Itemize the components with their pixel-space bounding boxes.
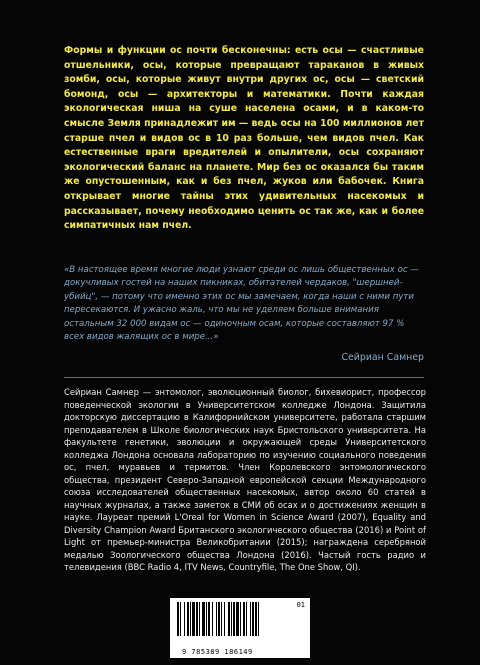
isbn-barcode — [170, 598, 310, 658]
book-blurb: Формы и функции ос почти бесконечны: есть осы — счастливые отшельники, осы, которые превращают тараканов в живых зомби, осы, которые живут внутри других ос, осы — светский бомонд, осы — архитекторы и математики. Почти каждая экологическая ниша на суше населена осами, и в каком-то смысле Земля принадлежит им — ведь осы на 100 миллионов лет старше пчел и видов ос в 10 раз больше, чем видов пчел. Как естественные враги вредителей и опылители, осы сохраняют экологический баланс на планете. Мир без ос оказался бы таким же опустошенным, как и без пчел, жуков или бабочек. Книга открывает многие тайны этих удивительных насекомых и рассказывает, почему необходимо ценить ос так же, как и более симпатичных нам пчел. — [64, 45, 424, 232]
barcode-bar — [233, 602, 235, 636]
barcode-bar — [187, 602, 189, 636]
barcode-bar — [180, 602, 181, 636]
barcode-bar — [255, 602, 257, 636]
barcode-bar — [243, 602, 245, 636]
quote-attribution: Сейриан Самнер — [341, 352, 424, 363]
barcode-bar — [192, 602, 195, 636]
barcode-bar — [231, 602, 232, 636]
barcode-bar — [250, 602, 251, 636]
barcode-bar — [202, 602, 205, 636]
barcode-bar — [221, 602, 222, 636]
barcode-bar — [190, 602, 191, 636]
section-divider — [64, 377, 424, 378]
barcode-bar — [196, 602, 198, 636]
barcode-bar — [206, 602, 207, 636]
barcode-digits: 9 785389 186149 — [182, 648, 253, 656]
barcode-bars — [176, 602, 304, 644]
barcode-bar — [224, 602, 225, 636]
author-biography: Сейриан Самнер — энтомолог, эволюционный биолог, бихевиорист, профессор поведенческой экологии в Университетском колледже Лондона. Защитила докторскую диссертацию в Калифорнийском университете, работала старшим преподавателем в Школе биологических наук Бристольского университета. На факультете генетики, эволюции и окружающей среды Университетского колледжа Лондона основала лабораторию по изучению социального поведения ос, пчел, муравьев и термитов. Член Королевского энтомологического общества, президент Северо-Западной европейской секции Международного союза исследователей общественных насекомых, автор около 60 статей в научных журналах, а также заметок в СМИ об осах и о достижениях женщин в науке. Лауреат премий L'Oreal for Women in Science Award (2007), Equality and Diversity Champion Award Британского экологического общества (2016) и Point of Light от премьер-министра Великобритании (2015); награждена серебряной медалью Зоологического общества Лондона (2016). Частый гость радио и телевидения (BBC Radio 4, ITV News, Countryfile, The One Show, QI). — [64, 387, 426, 572]
barcode-bar — [212, 602, 213, 636]
barcode-bar — [240, 602, 241, 636]
barcode-bar — [208, 602, 210, 636]
barcode-bar — [199, 602, 200, 636]
barcode-bar — [218, 602, 220, 636]
barcode-bar — [177, 602, 179, 636]
author-quote: «В настоящее время многие люди узнают среди ос лишь общественных ос — докучливых гостей на наших пикниках, обитателей чердаков, "шершней-убийц", — потому что именно этих ос мы замечаем, когда наши с ними пути пересекаются. И ужасно жаль, что мы не уделяем больше внимания остальным 32 000 видам ос — одиночным осам, которые составляют 97 % всех видов жалящих ос в мире...» — [64, 265, 419, 343]
barcode-bar — [216, 602, 217, 636]
barcode-bar — [236, 602, 239, 636]
barcode-bar — [184, 602, 185, 636]
barcode-bar — [258, 602, 259, 636]
barcode-bar — [228, 602, 230, 636]
barcode-addon-number: 01 — [296, 601, 305, 609]
barcode-bar — [246, 602, 247, 636]
barcode-bar — [252, 602, 254, 636]
